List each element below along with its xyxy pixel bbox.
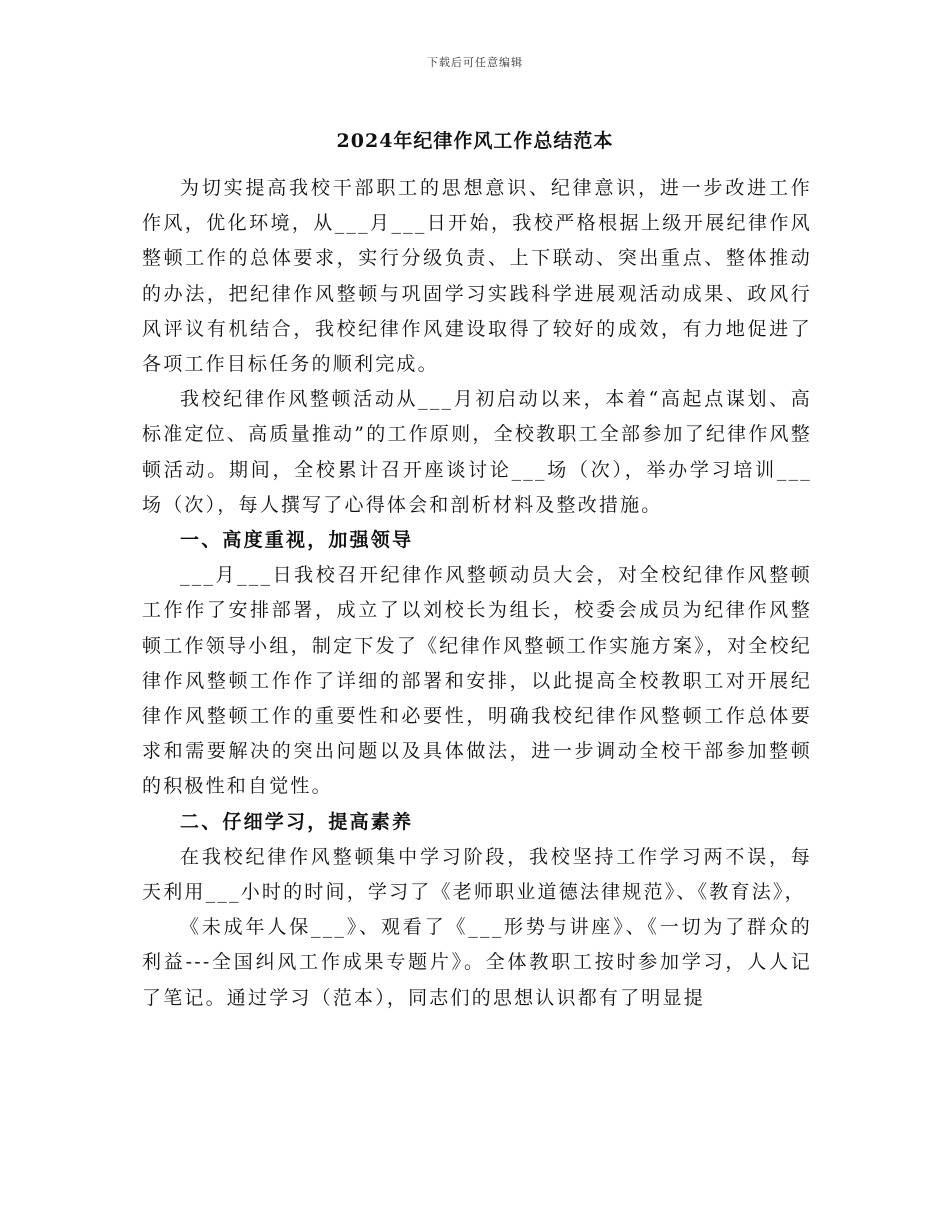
paragraph-study-continued: 《未成年人保___》、观看了《___形势与讲座》、《一切为了群众的利益---全国纠风工作成果专题片》。全体教职工按时参加学习，人人记了笔记。通过学习（范本），同志们的思想认识都有了明显提 — [142, 916, 812, 1009]
section-heading-study: 二、仔细学习，提高素养 — [180, 810, 414, 833]
header-note: 下载后可任意编辑 — [427, 56, 523, 69]
paragraph-intro: 为切实提高我校干部职工的思想意识、纪律意识，进一步改进工作作风，优化环境，从___月___日开始，我校严格根据上级开展纪律作风整顿工作的总体要求，实行分级负责、上下联动、突出重点、整体推动的办法，把纪律作风整顿与巩固学习实践科学进展观活动成果、政风行风评议有机结合，我校纪律作风建设取得了较好的成效，有力地促进了各项工作目标任务的顺利完成。 — [142, 177, 812, 376]
paragraph-overview: 我校纪律作风整顿活动从___月初启动以来，本着“高起点谋划、高标准定位、高质量推动”的工作原则，全校教职工全部参加了纪律作风整顿活动。期间，全校累计召开座谈讨论___场（次），举办学习培训___场（次），每人撰写了心得体会和剖析材料及整改措施。 — [142, 388, 812, 516]
paragraph-study: 在我校纪律作风整顿集中学习阶段，我校坚持工作学习两不误，每天利用___小时的时间，学习了《老师职业道德法律规范》、《教育法》， — [142, 845, 812, 904]
section-heading-leadership: 一、高度重视，加强领导 — [180, 529, 414, 552]
document-body — [142, 171, 812, 1016]
paragraph-leadership: ___月___日我校召开纪律作风整顿动员大会，对全校纪律作风整顿工作作了安排部署，成立了以刘校长为组长，校委会成员为纪律作风整顿工作领导小组，制定下发了《纪律作风整顿工作实施方案》，对全校纪律作风整顿工作作了详细的部署和安排，以此提高全校教职工对开展纪律作风整顿工作的重要性和必要性，明确我校纪律作风整顿工作总体要求和需要解决的突出问题以及具体做法，进一步调动全校干部参加整顿的积极性和自觉性。 — [142, 564, 812, 798]
document-title: 2024年纪律作风工作总结范本 — [336, 130, 614, 152]
